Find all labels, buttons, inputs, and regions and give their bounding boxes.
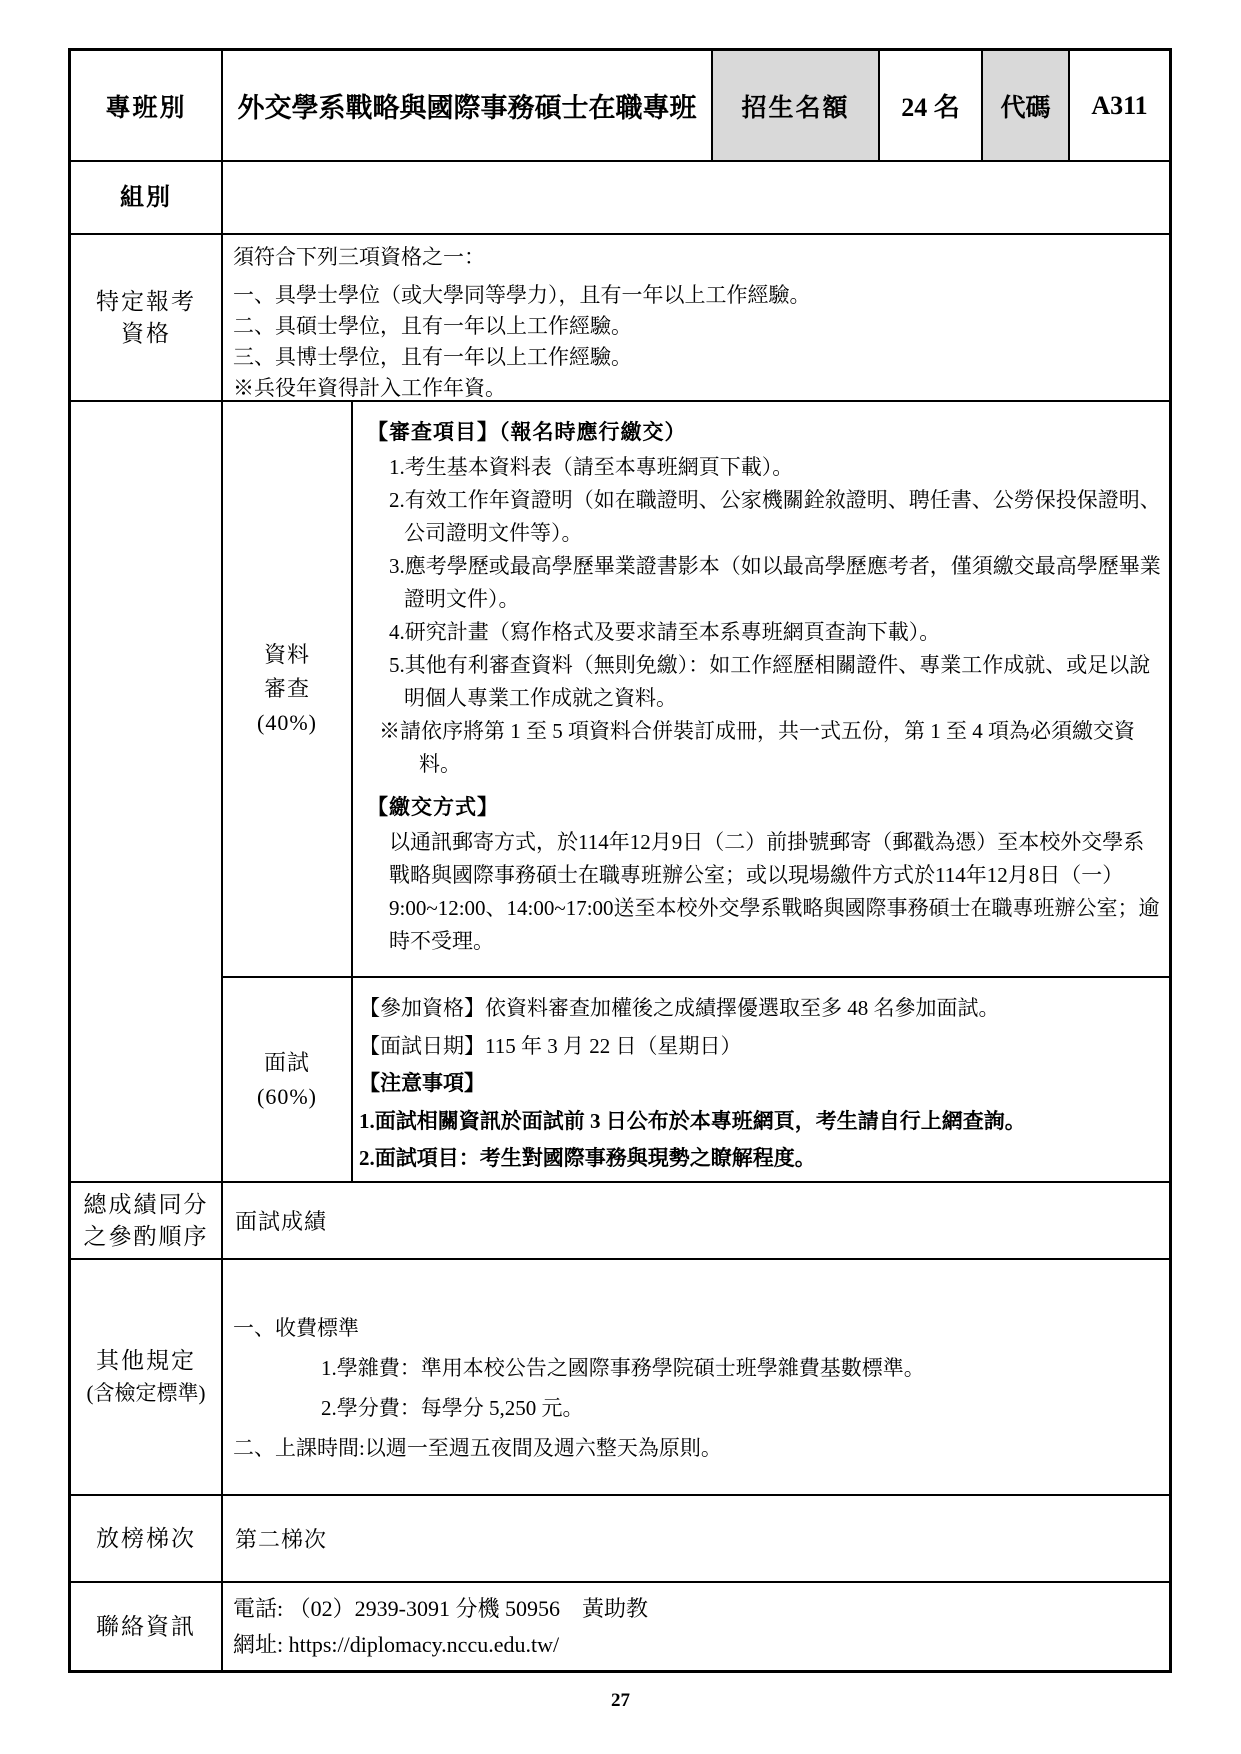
interview-date: 【面試日期】115 年 3 月 22 日（星期日） xyxy=(359,1033,742,1058)
document-review-row xyxy=(223,402,1169,978)
announcement-value xyxy=(223,1496,1169,1581)
program-header-row xyxy=(71,51,1169,162)
announcement-label: 放榜梯次 xyxy=(71,1496,223,1581)
other-rules-row xyxy=(71,1260,1169,1496)
review-label-line: 資料 xyxy=(263,642,310,667)
tiebreak-row xyxy=(71,1183,1169,1260)
other-rules-label xyxy=(71,1260,223,1494)
interview-notice-item: 2.面試項目：考生對國際事務與現勢之瞭解程度。 xyxy=(359,1146,816,1170)
quota-value: 24 名 xyxy=(880,51,983,160)
quota-label: 招生名額 xyxy=(713,51,880,160)
contact-row xyxy=(71,1583,1169,1670)
program-name: 外交學系戰略與國際事務碩士在職專班 xyxy=(223,51,713,160)
fee-standard-title: 一、收費標準 xyxy=(233,1316,359,1340)
review-item: 4.研究計畫（寫作格式及要求請至本系專班網頁查詢下載）。 xyxy=(389,620,941,644)
other-rules-content xyxy=(223,1260,1169,1494)
review-weight-percent: (40%) xyxy=(257,710,317,735)
tiebreak-label xyxy=(71,1183,223,1258)
submission-method-title: 【繳交方式】 xyxy=(367,795,499,819)
other-rules-label-line: (含檢定標準) xyxy=(86,1381,206,1405)
eligibility-label-line: 特定報考 xyxy=(96,288,196,314)
eligibility-intro: 須符合下列三項資格之一： xyxy=(233,245,485,269)
eligibility-note: ※兵役年資得計入工作年資。 xyxy=(233,376,506,400)
class-time-item: 二、上課時間:以週一至週五夜間及週六整天為原則。 xyxy=(233,1436,722,1460)
review-item: 2.有效工作年資證明（如在職證明、公家機關銓敘證明、聘任書、公勞保投保證明、公司證明文件等）。 xyxy=(389,488,1161,545)
eligibility-label xyxy=(71,235,223,400)
submission-method-body: 以通訊郵寄方式，於114年12月9日（二）前掛號郵寄（郵戳為憑）至本校外交學系戰略與國際事務碩士在職專班辦公室；或以現場繳件方式於114年12月8日（一）9:00~12:00、14:00~17:00送至本校外交學系戰略與國際事務碩士在職專班辦公室；逾時不受理。 xyxy=(389,830,1160,953)
code-value: A311 xyxy=(1091,90,1148,120)
review-note: ※請依序將第 1 至 5 項資料合併裝訂成冊，共一式五份，第 1 至 4 項為必須繳交資料。 xyxy=(379,719,1135,776)
fee-item: 1.學雜費：準用本校公告之國際事務學院碩士班學雜費基數標準。 xyxy=(321,1356,925,1380)
tiebreak-label-line: 之參酌順序 xyxy=(83,1223,209,1249)
interview-notice-item: 1.面試相關資訊於面試前 3 日公布於本專班網頁，考生請自行上網查詢。 xyxy=(359,1108,1026,1133)
class-type-label: 專班別 xyxy=(71,51,223,160)
review-item: 1.考生基本資料表（請至本專班網頁下載）。 xyxy=(389,455,794,479)
eligibility-label-line: 資格 xyxy=(121,320,171,346)
review-weight-label xyxy=(223,402,353,976)
interview-weight-percent: (60%) xyxy=(257,1083,317,1109)
page-number: 27 xyxy=(611,1690,630,1711)
fee-item: 2.學分費：每學分 5,250 元。 xyxy=(321,1396,584,1420)
contact-content xyxy=(223,1583,1169,1670)
exam-items-right xyxy=(223,402,1169,1181)
other-rules-label-line: 其他規定 xyxy=(96,1348,196,1373)
tiebreak-label-line: 總成績同分 xyxy=(83,1191,209,1217)
eligibility-item: 三、具博士學位，且有一年以上工作經驗。 xyxy=(233,345,632,369)
interview-qualification: 【參加資格】依資料審查加權後之成績擇優選取至多 48 名參加面試。 xyxy=(359,996,1000,1020)
code-label: 代碼 xyxy=(983,51,1070,160)
review-item: 3.應考學歷或最高學歷畢業證書影本（如以最高學歷應考者，僅須繳交最高學歷畢業證明文件）。 xyxy=(389,554,1161,611)
admission-table xyxy=(68,48,1172,1673)
exam-items-section xyxy=(71,402,1169,1183)
interview-row xyxy=(223,978,1169,1181)
tiebreak-value-text: 面試成績 xyxy=(235,1209,328,1234)
group-label: 組別 xyxy=(71,162,223,233)
eligibility-row xyxy=(71,235,1169,402)
contact-phone: 電話: （02）2939-3091 分機 50956 黃助教 xyxy=(233,1595,648,1621)
interview-notice-title: 【注意事項】 xyxy=(359,1071,485,1095)
contact-website: 網址: https://diplomacy.nccu.edu.tw/ xyxy=(233,1631,560,1657)
interview-label-line: 面試 xyxy=(263,1049,310,1075)
review-item: 5.其他有利審查資料（無則免繳）：如工作經歷相關證件、專業工作成就、或足以說明個人專業工作成就之資料。 xyxy=(389,653,1151,710)
review-label-line: 審查 xyxy=(263,676,310,701)
eligibility-item: 二、具碩士學位，且有一年以上工作經驗。 xyxy=(233,314,632,338)
announcement-value-text: 第二梯次 xyxy=(235,1527,328,1552)
announcement-row xyxy=(71,1496,1169,1583)
eligibility-item: 一、具學士學位（或大學同等學力），且有一年以上工作經驗。 xyxy=(233,283,811,307)
review-items-title: 【審查項目】（報名時應行繳交） xyxy=(367,420,687,444)
eligibility-content xyxy=(223,235,1169,400)
interview-content xyxy=(353,978,1169,1181)
review-content xyxy=(353,402,1169,976)
group-row xyxy=(71,162,1169,235)
tiebreak-value xyxy=(223,1183,1169,1258)
interview-weight-label xyxy=(223,978,353,1181)
contact-label: 聯絡資訊 xyxy=(71,1583,223,1670)
exam-items-empty-label xyxy=(71,402,223,1181)
group-value xyxy=(223,162,1169,233)
